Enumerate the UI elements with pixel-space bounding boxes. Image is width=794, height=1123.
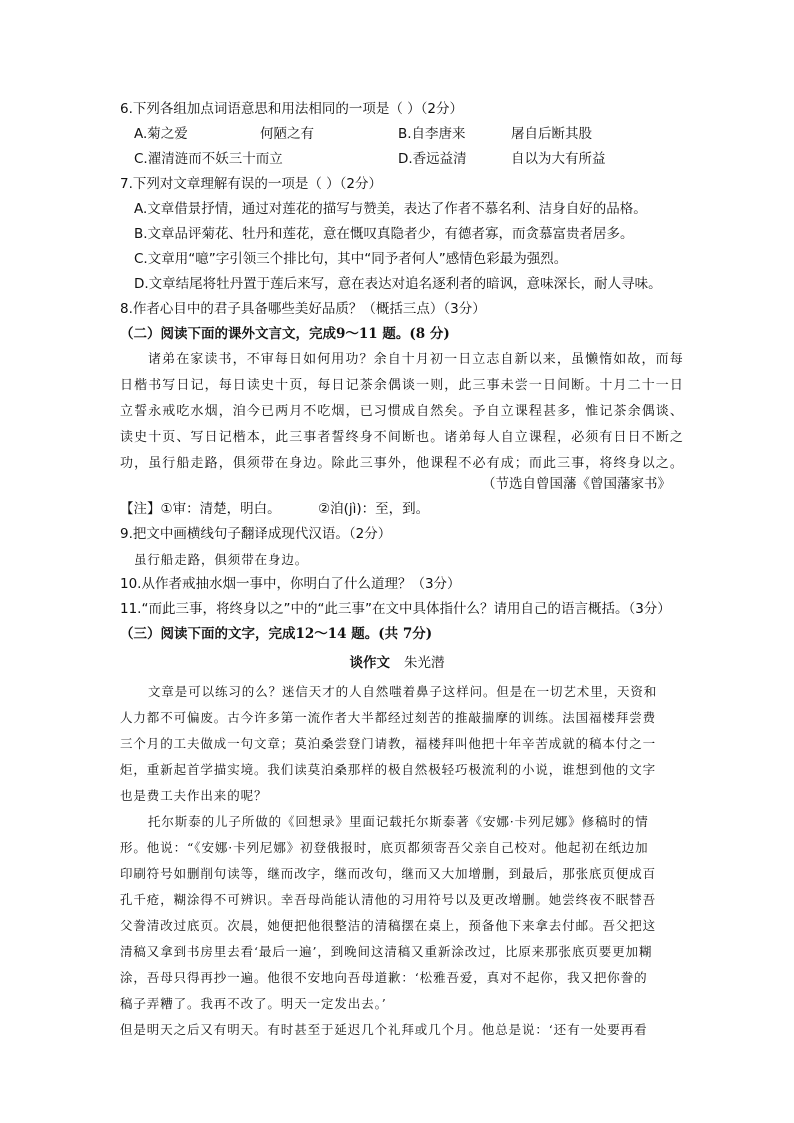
essay-text-line: 孔千疮，糊涂得不可辨识。幸吾母尚能认清他的习用符号以及更改增删。她尝终夜不眠替吾 [120,892,657,907]
essay-text-line: 文章是可以练习的么？迷信天才的人自然嗤着鼻子这样问。但是在一切艺术里，天资和 [148,684,658,699]
option-b: B.自李唐来 [398,126,466,142]
question-7-option-d: D.文章结尾将牡丹置于莲后来写，意在表达对追名逐利者的暗讽，意味深长，耐人寻味。 [134,276,662,292]
question-7-option-a: A.文章借景抒情，通过对莲花的描写与赞美，表达了作者不慕名利、洁身自好的品格。 [134,201,647,217]
question-9-stem: 9.把文中画横线句子翻译成现代汉语。（2分） [120,526,392,542]
question-7-option-c: C.文章用“噫”字引领三个排比句，其中“同予者何人”感情色彩最为强烈。 [134,251,568,267]
classical-text-line: 日楷书写日记，每日读史十页，每日记茶余偶谈一则，此三事未尝一日间断。十月二十一日 [120,378,685,393]
essay-title: 谈作文 [349,655,390,671]
question-8: 8.作者心目中的君子具备哪些美好品质？（概括三点）（3分） [120,301,486,317]
essay-text-line: 清稿又拿到书房里去看‘最后一遍’，到晚间这清稿又重新涂改过，比原来那张底页要更加糊 [120,944,653,959]
question-11: 11.“而此三事，将终身以之”中的“此三事”在文中具体指什么？请用自己的语言概括。（3分） [120,601,671,617]
question-6-stem: 6.下列各组加点词语意思和用法相同的一项是（ ）（2分） [120,101,464,117]
question-6-options-row-1 [0,124,794,144]
question-10: 10.从作者戒抽水烟一事中，你明白了什么道理？（3分） [120,576,461,592]
essay-text-line: 人力都不可偏废。古今许多第一流作者大半都经过刻苦的推敲揣摩的训练。法国福楼拜尝费 [120,710,657,725]
option-a: A.菊之爱 [134,126,188,142]
essay-text-line: 父誊清改过底页。次晨，她便把他很整洁的清稿摆在桌上，预备他下来拿去付邮。吾父把这 [120,918,657,933]
essay-text-line: 但是明天之后又有明天。有时甚至于延迟几个礼拜或几个月。他总是说：‘还有一处要再看 [120,1022,648,1037]
option-d: D.香远益清 [398,151,467,167]
classical-text-line: 读史十页、写日记楷本，此三事者誓终身不间断也。诸弟每人自立课程，必须有日日不断之 [120,430,685,445]
section-2-heading: （二）阅读下面的课外文言文，完成9～11 题。(8 分) [120,326,450,342]
annotation-note-2: ②洎(jì)：至，到。 [318,501,430,517]
annotation-note-1: 【注】①审：清楚，明白。 [120,501,281,517]
question-6-options-row-2 [0,149,794,169]
essay-text-line: 炬，重新起首学描实境。我们读莫泊桑那样的极自然极轻巧极流利的小说，谁想到他的文字 [120,762,657,777]
essay-text-line: 托尔斯泰的儿子所做的《回想录》里面记载托尔斯泰著《安娜·卡列尼娜》修稿时的情 [148,814,649,829]
passage-source: （节选自曾国藩《曾国藩家书》 [482,476,671,492]
essay-text-line: 印刷符号如删削句读等，继而改字，继而改句，继而又大加增删，到最后，那张底页便成百 [120,866,657,881]
option-b-phrase: 屠自后断其股 [511,126,592,142]
question-9-sentence: 虽行船走路，俱须带在身边。 [134,552,309,567]
classical-text-line: 立誓永戒吃水烟，洎今已两月不吃烟，已习惯成自然矣。予自立课程甚多，惟记茶余偶谈、 [120,404,685,419]
section-3-heading: （三）阅读下面的文字，完成12～14 题。(共 7分) [120,626,433,642]
classical-text-line: 功，虽行船走路，俱须带在身边。除此三事外，他课程不必有成；而此三事，将终身以之。 [120,456,685,471]
essay-text-line: 稿子弄糟了。我再不改了。明天一定发出去。’ [120,996,387,1011]
essay-title-block [0,653,794,673]
option-a-phrase: 何陋之有 [260,126,314,142]
option-c: C.濯清涟而不妖三十而立 [134,151,283,167]
question-7-option-b: B.文章品评菊花、牡丹和莲花，意在慨叹真隐者少，有德者寡，而贪慕富贵者居多。 [134,226,634,242]
essay-text-line: 形。他说：“《安娜·卡列尼娜》初登俄报时，底页都须寄吾父亲自己校对。他起初在纸边加 [120,840,649,855]
essay-text-line: 也是费工夫作出来的呢？ [120,788,268,803]
essay-author: 朱光潜 [404,655,445,671]
essay-text-line: 涂，吾母只得再抄一遍。他很不安地向吾母道歉：‘松雅吾爱，真对不起你，我又把你誊的 [120,970,648,985]
essay-text-line: 三个月的工夫做成一句文章；莫泊桑尝登门请教，福楼拜叫他把十年辛苦成就的稿本付之一 [120,736,657,751]
question-7-stem: 7.下列对文章理解有误的一项是（ ）（2分） [120,176,383,192]
classical-text-line: 诸弟在家读书，不审每日如何用功？余自十月初一日立志自新以来，虽懒惰如故，而每 [148,352,684,367]
option-d-phrase: 自以为大有所益 [511,151,606,167]
